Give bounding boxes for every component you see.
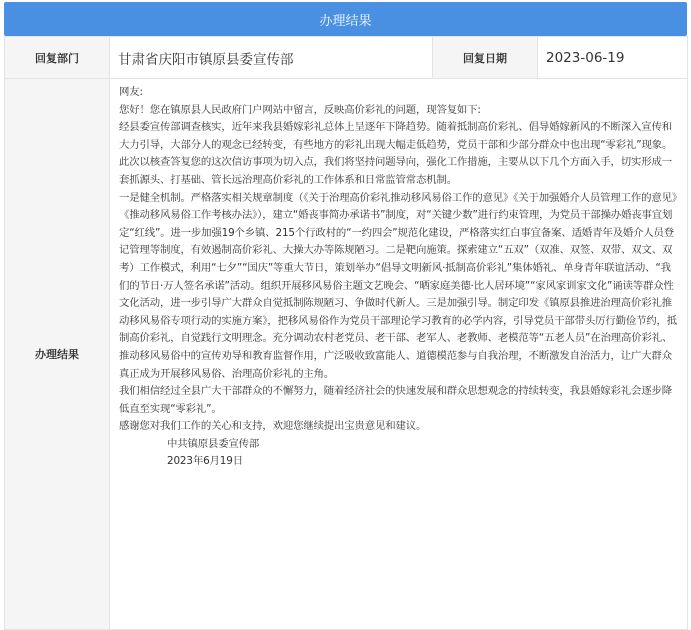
dept-value: 甘肃省庆阳市镇原县委宣传部: [110, 37, 433, 79]
thanks-paragraph: 感谢您对我们工作的关心和支持，欢迎您继续提出宝贵意见和建议。: [119, 420, 427, 433]
greeting: 网友:: [119, 86, 143, 98]
reply-panel: [4, 2, 687, 630]
reply-table: [4, 36, 688, 630]
outlook-paragraph: 我们相信经过全县广大干部群众的不懈努力，随着经济社会的快速发展和群众思想观念的持续转变，我县婚嫁彩礼会逐步降低直至实现“零彩礼”。: [119, 385, 672, 415]
reply-meta-row: [5, 37, 688, 79]
result-content: [110, 79, 688, 630]
dept-label: 回复部门: [5, 37, 110, 79]
panel-title: 办理结果: [4, 2, 687, 36]
date-label: 回复日期: [433, 37, 538, 79]
signature-org: 中共镇原县委宣传部: [167, 437, 260, 450]
measures-paragraph: 一是健全机制。严格落实相关规章制度（《关于治理高价彩礼推动移风易俗工作的意见》《关于加强婚介人员管理工作的意见》《推动移风易俗工作考核办法》），建立“婚丧事简办承诺书”制度，对“关键少数”进行约束管理，为党员干部操办婚丧事宜划定“红线”。进一步加强19个乡镇、215个行政村的“一约四会”规范化建设，严格落实红白事宜备案、适婚青年及婚介人员登记管理等制度，有效遏制高价彩礼、大操大办等陈规陋习。二是靶向施策。探索建立“五双”（双准、双签、双带、双文、双考）工作模式，利用“七夕”“国庆”等重大节日，策划举办“倡导文明新风·抵制高价彩礼”集体婚礼、单身青年联谊活动、“我们的节日·万人签名承诺”活动。组织开展移风易俗主题文艺晚会、“晒家庭美德·比人居环境”“家风家训家文化”诵读等群众性文化活动，进一步引导广大群众自觉抵制陈规陋习、争做时代新人。三是加强引导。制定印发《镇原县推进治理高价彩礼推动移风易俗专项行动的实施方案》，把移风易俗作为党员干部理论学习教育的必学内容，引导党员干部带头厉行勤俭节约，抵制高价彩礼，自觉践行文明理念。充分调动农村老党员、老干部、老军人、老教师、老模范等“五老人员”在治理高价彩礼、推动移风易俗中的宣传劝导和教育监督作用，广泛吸收致富能人、道德模范参与自我治理，不断激发自治活力，让广大群众真正成为开展移风易俗、治理高价彩礼的主角。: [119, 191, 678, 380]
result-row: [5, 79, 688, 630]
result-label: 办理结果: [5, 79, 110, 630]
intro-paragraph: 您好！您在镇原县人民政府门户网站中留言，反映高价彩礼的问题，现答复如下:: [119, 103, 481, 116]
investigation-paragraph: 经县委宣传部调查核实，近年来我县婚嫁彩礼总体上呈逐年下降趋势。随着抵制高价彩礼、倡导婚嫁新风的不断深入宣传和大力引导，大部分人的观念已经转变，有些地方的彩礼出现大幅走低趋势，党员干部和少部分群众中也出现“零彩礼”现象。此次以核查答复您的这次信访事项为切入点，我们将坚持问题导向，强化工作措施，主要从以下几个方面入手，切实形成一套抓源头、打基础、管长远治理高价彩礼的工作体系和日常监管常态机制。: [119, 121, 673, 186]
signature-date: 2023年6月19日: [167, 455, 243, 468]
date-value: 2023-06-19: [538, 37, 688, 79]
